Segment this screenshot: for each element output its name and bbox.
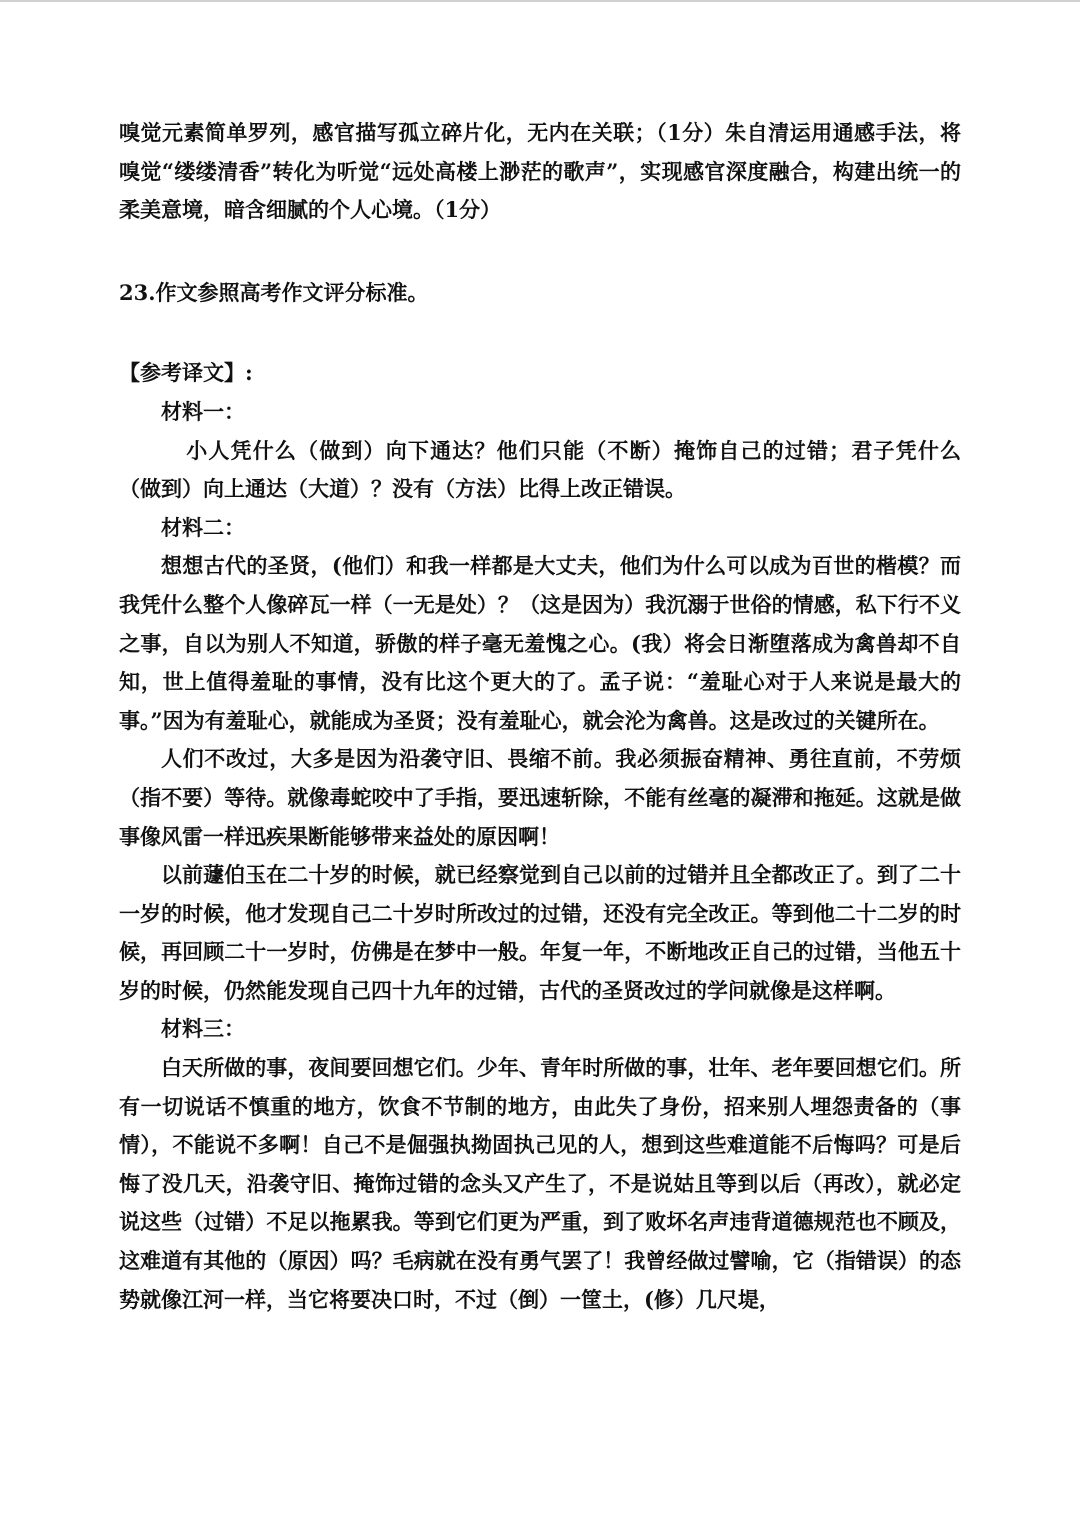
document-content [119, 114, 961, 1319]
material-3-paragraph-1: 白天所做的事，夜间要回想它们。少年、青年时所做的事，壮年、老年要回想它们。所有一切说话不慎重的地方，饮食不节制的地方，由此失了身份，招来别人埋怨责备的（事情），不能说不多啊！自己不是倔强执拗固执己见的人，想到这些难道能不后悔吗？可是后悔了没几天，沿袭守旧、掩饰过错的念头又产生了，不是说姑且等到以后（再改），就必定说这些（过错）不足以拖累我。等到它们更为严重，到了败坏名声违背道德规范也不顾及，这难道有其他的（原因）吗？毛病就在没有勇气罢了！我曾经做过譬喻，它（指错误）的态势就像江河一样，当它将要决口时，不过（倒）一筐土，(修）几尺堤， [119, 1055, 961, 1312]
material-2-label: 材料二： [161, 514, 245, 540]
material-1-paragraph: 小人凭什么（做到）向下通达？他们只能（不断）掩饰自己的过错；君子凭什么（做到）向上通达（大道）？没有（方法）比得上改正错误。 [119, 437, 961, 502]
material-3-label: 材料三： [161, 1016, 245, 1042]
reference-title: 【参考译文】: [119, 360, 253, 386]
material-2-paragraph-1: 想想古代的圣贤，(他们）和我一样都是大丈夫，他们为什么可以成为百世的楷模？而我凭什么整个人像碎瓦一样（一无是处）？（这是因为）我沉溺于世俗的情感，私下行不义之事，自以为别人不知道，骄傲的样子毫无羞愧之心。(我）将会日渐堕落成为禽兽却不自知，世上值得羞耻的事情，没有比这个更大的了。孟子说：“羞耻心对于人来说是最大的事。”因为有羞耻心，就能成为圣贤；没有羞耻心，就会沦为禽兽。这是改过的关键所在。 [119, 553, 961, 733]
material-2-paragraph-3: 以前蘧伯玉在二十岁的时候，就已经察觉到自己以前的过错并且全都改正了。到了二十一岁的时候，他才发现自己二十岁时所改过的过错，还没有完全改正。等到他二十二岁的时候，再回顾二十一岁时，仿佛是在梦中一般。年复一年，不断地改正自己的过错，当他五十岁的时候，仍然能发现自己四十九年的过错，古代的圣贤改过的学问就像是这样啊。 [119, 862, 961, 1003]
material-1-label: 材料一： [161, 398, 245, 424]
material-2-paragraph-2: 人们不改过，大多是因为沿袭守旧、畏缩不前。我必须振奋精神、勇往直前，不劳烦（指不要）等待。就像毒蛇咬中了手指，要迅速斩除，不能有丝毫的凝滞和拖延。这就是做事像风雷一样迅疾果断能够带来益处的原因啊！ [119, 746, 961, 849]
answer-23: 23.作文参照高考作文评分标准。 [119, 279, 429, 305]
page-top-border [0, 0, 1080, 2]
answer-22-tail: 嗅觉元素简单罗列，感官描写孤立碎片化，无内在关联；（1分）朱自清运用通感手法，将嗅觉“缕缕清香”转化为听觉“远处高楼上渺茫的歌声”，实现感官深度融合，构建出统一的柔美意境，暗含细腻的个人心境。（1分） [119, 120, 961, 223]
